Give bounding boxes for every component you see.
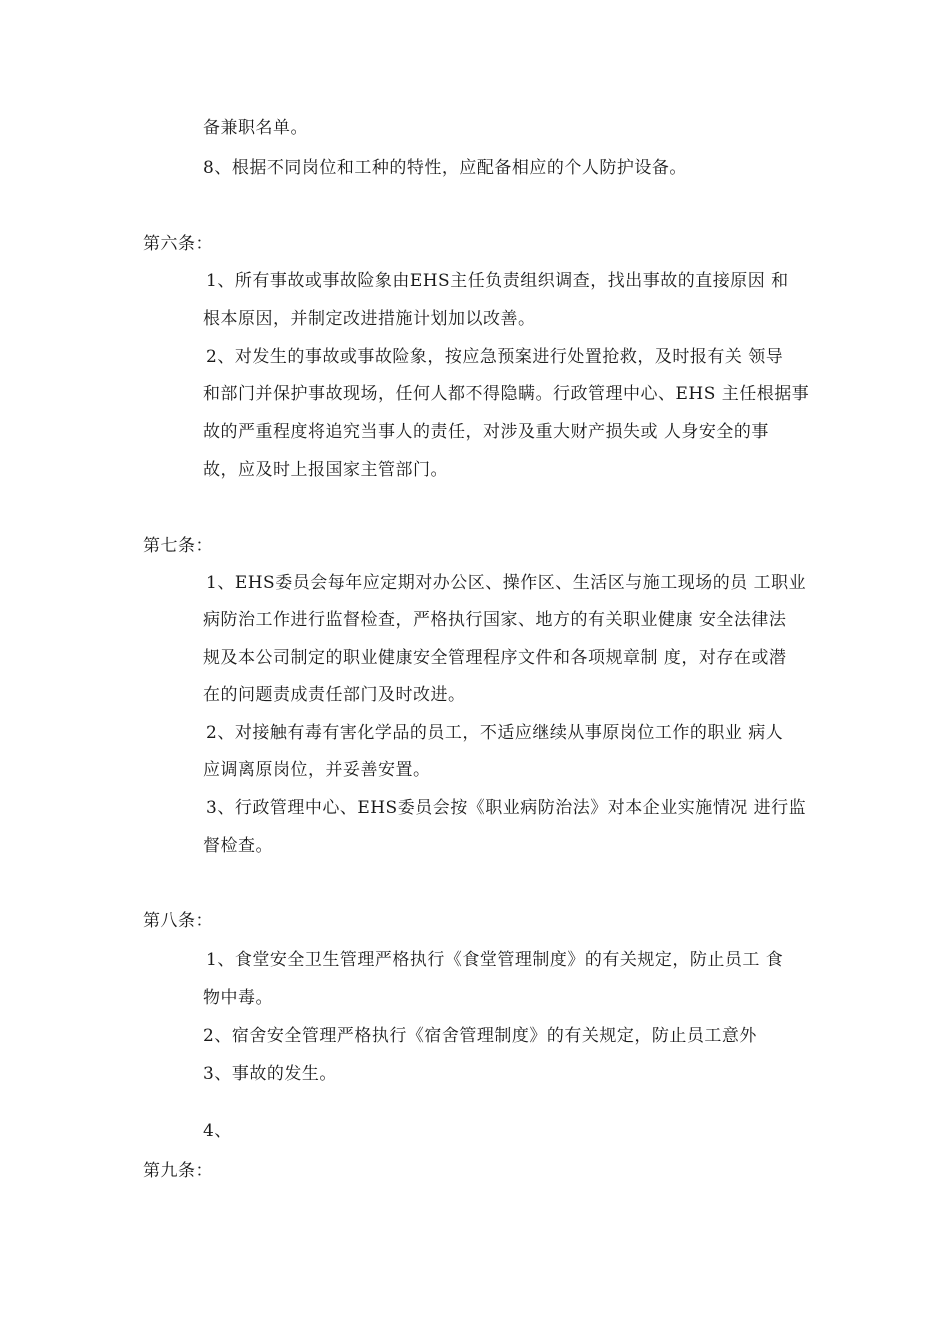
article-7-line: 规及本公司制定的职业健康安全管理程序文件和各项规章制 度，对存在或潜 — [203, 648, 787, 668]
article-6-line: 2、对发生的事故或事故险象，按应急预案进行处置抢救，及时报有关 领导 — [206, 347, 784, 367]
article-7-line: 在的问题责成责任部门及时改进。 — [203, 685, 466, 705]
article-6-line: 故，应及时上报国家主管部门。 — [203, 460, 448, 480]
article-8-line: 3、事故的发生。 — [203, 1064, 337, 1084]
article-8-line: 2、宿舍安全管理严格执行《宿舍管理制度》的有关规定，防止员工意外 — [203, 1026, 757, 1046]
article-6-heading: 第六条： — [143, 234, 213, 254]
continuation-line-2: 8、根据不同岗位和工种的特性，应配备相应的个人防护设备。 — [203, 158, 687, 178]
article-7-line: 2、对接触有毒有害化学品的员工，不适应继续从事原岗位工作的职业 病人 — [206, 723, 784, 743]
article-7-line: 应调离原岗位，并妥善安置。 — [203, 760, 431, 780]
article-7-line: 1、EHS委员会每年应定期对办公区、操作区、生活区与施工现场的员 工职业 — [206, 573, 807, 593]
article-7-line: 病防治工作进行监督检查，严格执行国家、地方的有关职业健康 安全法律法 — [203, 610, 787, 630]
article-7-line: 3、行政管理中心、EHS委员会按《职业病防治法》对本企业实施情况 进行监 — [206, 798, 807, 818]
article-9-heading: 第九条： — [143, 1161, 213, 1181]
article-6-line: 1、所有事故或事故险象由EHS主任负责组织调查，找出事故的直接原因 和 — [206, 271, 789, 291]
continuation-line-1: 备兼职名单。 — [203, 118, 308, 138]
article-8-line: 1、食堂安全卫生管理严格执行《食堂管理制度》的有关规定，防止员工 食 — [206, 950, 784, 970]
article-7-line: 督检查。 — [203, 836, 273, 856]
article-7-heading: 第七条： — [143, 536, 213, 556]
article-8-line: 4、 — [203, 1121, 232, 1141]
article-6-line: 和部门并保护事故现场，任何人都不得隐瞒。行政管理中心、EHS 主任根据事 — [203, 384, 810, 404]
article-6-line: 根本原因，并制定改进措施计划加以改善。 — [203, 309, 536, 329]
article-6-line: 故的严重程度将追究当事人的责任，对涉及重大财产损失或 人身安全的事 — [203, 422, 769, 442]
article-8-line: 物中毒。 — [203, 988, 273, 1008]
article-8-heading: 第八条： — [143, 911, 213, 931]
